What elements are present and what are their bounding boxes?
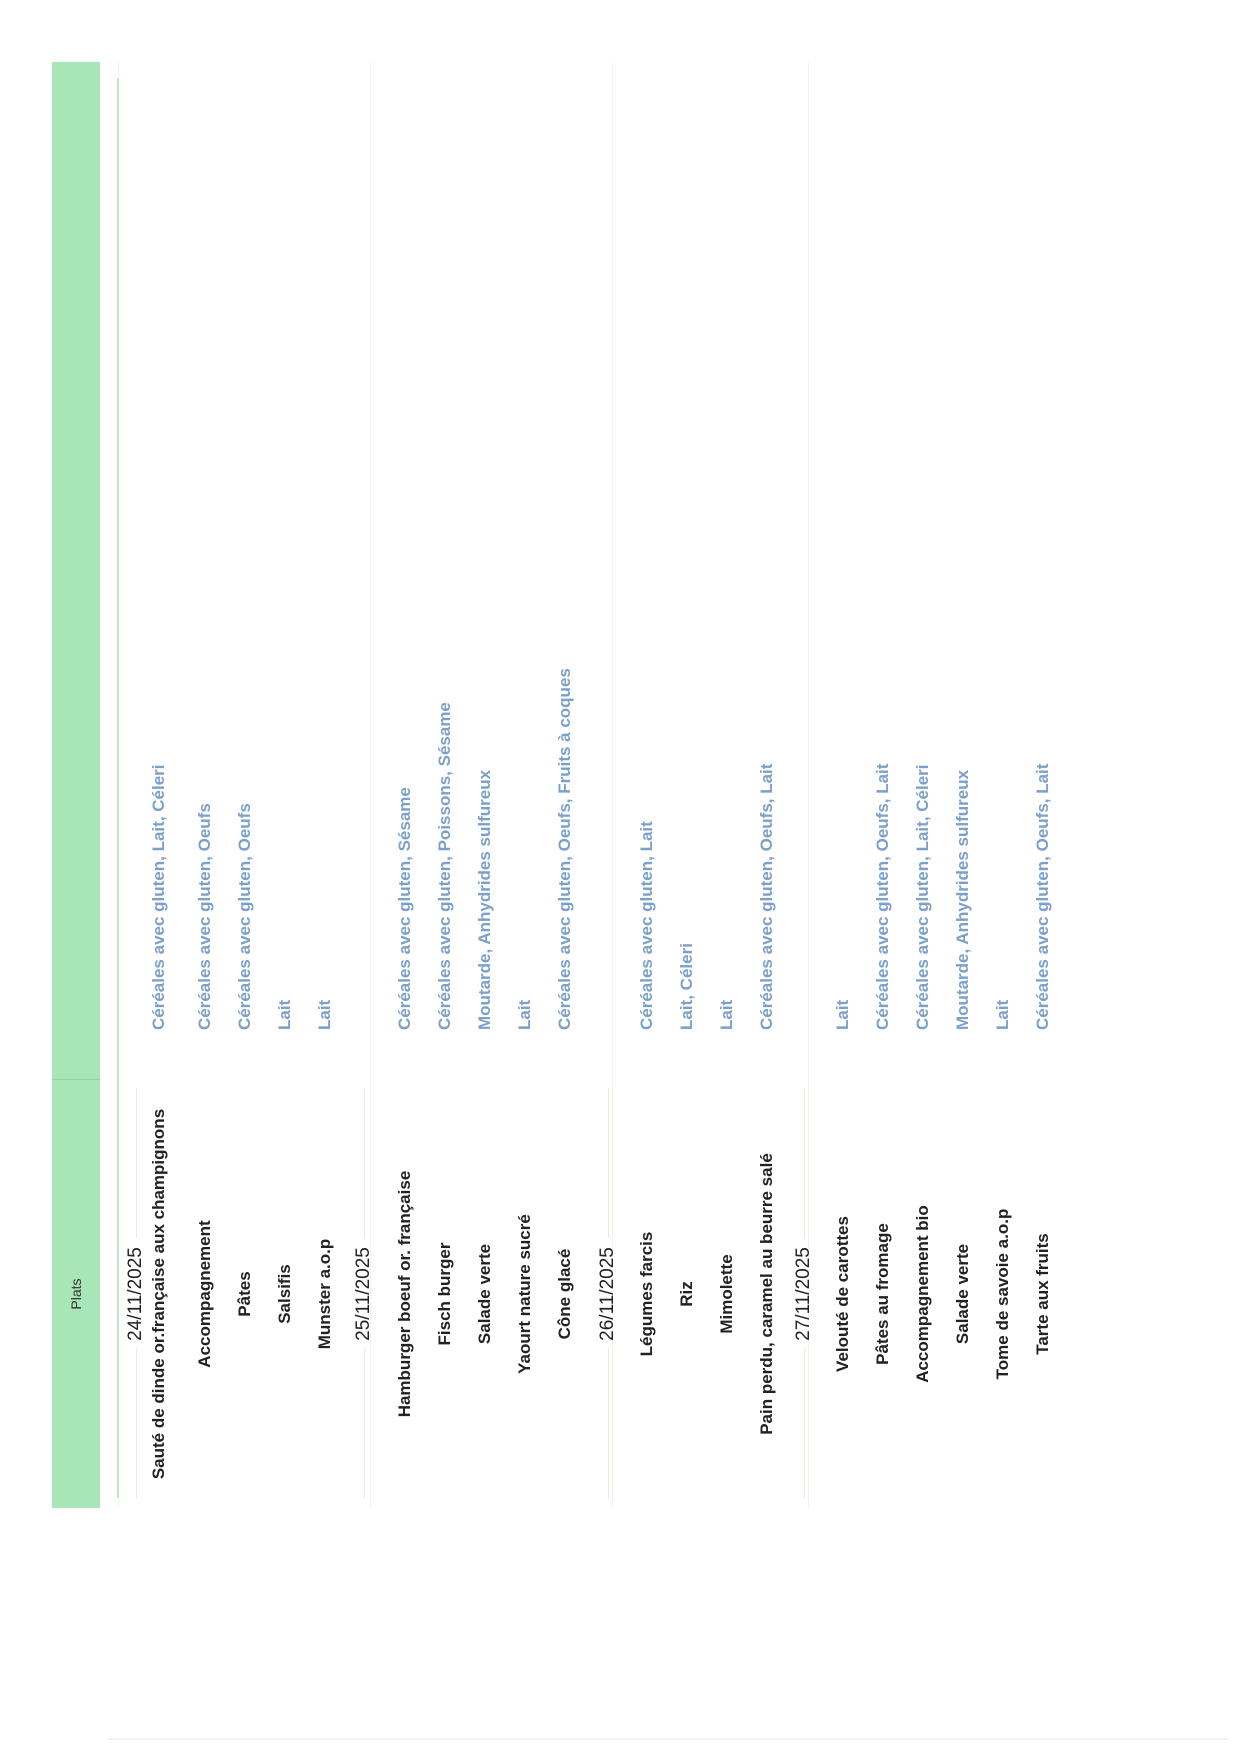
dish-name: Accompagnement xyxy=(195,1220,214,1368)
dish-name: Riz xyxy=(677,1281,696,1307)
dish-allergens: Lait, Céleri xyxy=(677,943,696,1030)
dish-allergens: Céréales avec gluten, Oeufs, Lait xyxy=(757,763,776,1030)
dish-name: Tome de savoie a.o.p xyxy=(993,1208,1012,1380)
dish-allergens: Céréales avec gluten, Oeufs, Lait xyxy=(873,763,892,1030)
dish-allergens: Lait xyxy=(275,999,294,1030)
dish-allergens: Céréales avec gluten, Lait, Céleri xyxy=(913,764,932,1030)
day-separator xyxy=(118,62,119,1508)
dish-allergens: Céréales avec gluten, Lait xyxy=(637,821,656,1030)
table-header xyxy=(52,62,100,1508)
dish-name: Munster a.o.p xyxy=(315,1238,334,1350)
dish-allergens: Céréales avec gluten, Oeufs xyxy=(195,803,214,1030)
dish-name: Tarte aux fruits xyxy=(1033,1233,1052,1355)
dish-name: Pâtes xyxy=(235,1271,254,1317)
dish-name: Yaourt nature sucré xyxy=(515,1214,534,1374)
day-date: 27/11/2025 xyxy=(793,1247,814,1341)
header-allergens xyxy=(52,62,100,1079)
dish-name: Légumes farcis xyxy=(637,1231,656,1357)
dish-name: Pâtes au fromage xyxy=(873,1223,892,1365)
dish-name: Pain perdu, caramel au beurre salé xyxy=(757,1153,776,1435)
dish-name: Cône glacé xyxy=(555,1248,574,1340)
dish-name: Velouté de carottes xyxy=(833,1216,852,1372)
dish-allergens: Moutarde, Anhydrides sulfureux xyxy=(475,769,494,1030)
dish-name: Accompagnement bio xyxy=(913,1205,932,1383)
dish-allergens: Lait xyxy=(717,999,736,1030)
dish-name: Salade verte xyxy=(953,1243,972,1345)
dish-name: Salsifis xyxy=(275,1264,294,1324)
dish-allergens: Céréales avec gluten, Sésame xyxy=(395,787,414,1030)
dish-allergens: Céréales avec gluten, Oeufs xyxy=(235,803,254,1030)
dish-name: Sauté de dinde or.française aux champignons xyxy=(149,1108,168,1480)
dish-allergens: Lait xyxy=(833,999,852,1030)
header-dishes: Plats xyxy=(52,1079,100,1508)
dish-name: Mimolette xyxy=(717,1254,736,1334)
dish-allergens: Céréales avec gluten, Oeufs, Fruits à coques xyxy=(555,668,574,1030)
dish-allergens: Lait xyxy=(993,999,1012,1030)
dish-allergens: Céréales avec gluten, Poissons, Sésame xyxy=(435,702,454,1030)
page-edge-line xyxy=(108,1738,1228,1740)
day-date: 25/11/2025 xyxy=(353,1247,374,1341)
dish-name: Hamburger boeuf or. française xyxy=(395,1170,414,1418)
dish-name: Salade verte xyxy=(475,1243,494,1345)
day-date: 24/11/2025 xyxy=(125,1247,146,1341)
dish-name: Fisch burger xyxy=(435,1242,454,1346)
dish-allergens: Moutarde, Anhydrides sulfureux xyxy=(953,769,972,1030)
day-date: 26/11/2025 xyxy=(597,1247,618,1341)
dish-allergens: Lait xyxy=(515,999,534,1030)
dish-allergens: Lait xyxy=(315,999,334,1030)
dish-allergens: Céréales avec gluten, Lait, Céleri xyxy=(149,764,168,1030)
dish-allergens: Céréales avec gluten, Oeufs, Lait xyxy=(1033,763,1052,1030)
allergen-table xyxy=(52,62,1052,1508)
